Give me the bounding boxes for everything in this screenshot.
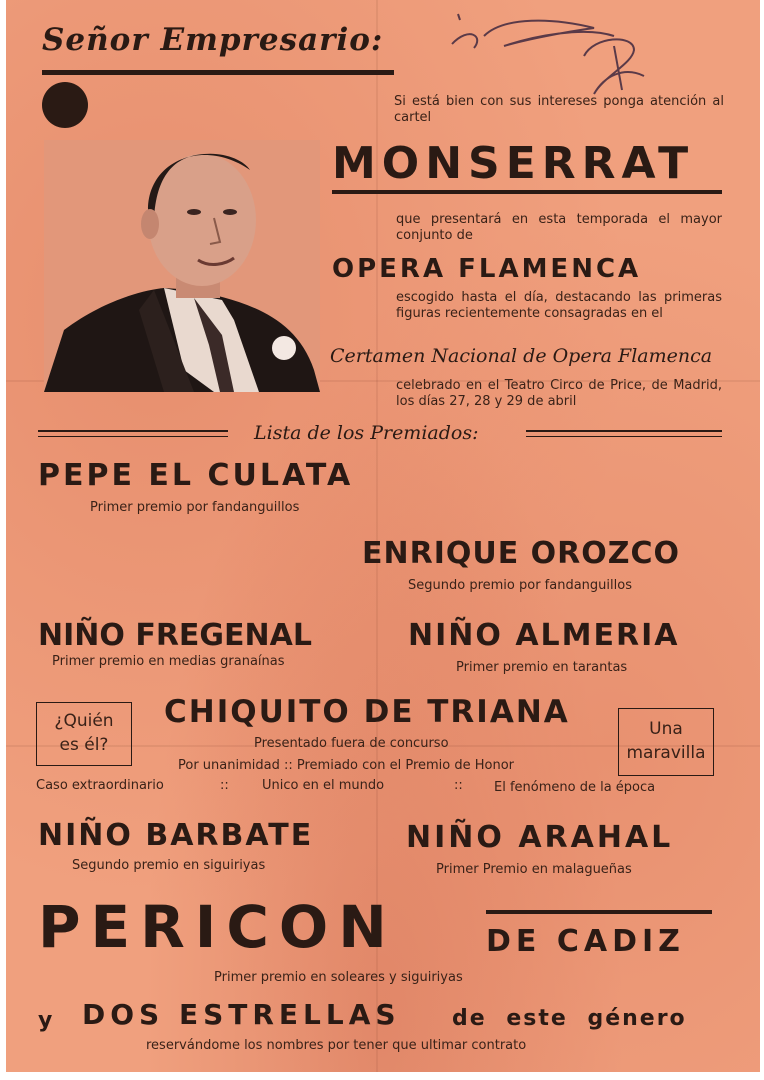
- winner-name: NIÑO FREGENAL: [38, 618, 312, 653]
- winner-name: CHIQUITO DE TRIANA: [164, 694, 570, 730]
- winner-name: NIÑO ARAHAL: [406, 820, 674, 855]
- extra-line-c: El fenómeno de la época: [494, 780, 656, 795]
- chosen-text: escogido hasta el día, destacando las primeras figuras recientemente consagradas en el: [396, 290, 722, 321]
- extra-line-a: Caso extraordinario: [36, 778, 164, 793]
- poster: [6, 0, 760, 1072]
- winner-name: PERICON: [38, 893, 397, 961]
- handwritten-signature: [444, 6, 694, 101]
- cadiz-rule: [486, 910, 712, 914]
- winner-prize: Primer premio en soleares y siguiriyas: [214, 970, 463, 985]
- marvel-line-2: maravilla: [626, 743, 706, 763]
- marvel-box: [618, 708, 714, 776]
- footer-genre: de este género: [452, 1006, 687, 1031]
- intro-text: Si está bien con sus intereses ponga atención al cartel: [394, 94, 724, 125]
- presents-text: que presentará en esta temporada el mayor conjunto de: [396, 212, 722, 243]
- winner-name: NIÑO ALMERIA: [408, 618, 680, 653]
- winner-name: PEPE EL CULATA: [38, 458, 354, 493]
- black-dot-icon: [42, 82, 88, 128]
- winner-prize: Segundo premio en siguiriyas: [72, 858, 266, 873]
- footer-main: DOS ESTRELLAS: [82, 998, 401, 1031]
- impresario-name: MONSERRAT: [332, 138, 695, 189]
- contest-name: Certamen Nacional de Opera Flamenca: [330, 345, 713, 367]
- winner-prize: Segundo premio por fandanguillos: [408, 578, 632, 593]
- portrait-photo: [44, 140, 320, 392]
- footer-y: y: [38, 1008, 53, 1033]
- winner-prize: Primer premio por fandanguillos: [90, 500, 300, 515]
- footer-note: reservándome los nombres por tener que ultimar contrato: [146, 1038, 527, 1053]
- winner-name-2: DE CADIZ: [486, 924, 685, 959]
- list-rule-right-thin: [526, 436, 722, 437]
- question-box: [36, 702, 132, 766]
- winner-prize: Primer Premio en malagueñas: [436, 862, 632, 877]
- list-rule-right: [526, 430, 722, 432]
- question-line-2: es él?: [59, 735, 109, 755]
- question-line-1: ¿Quién: [54, 711, 114, 731]
- extra-sep-2: ::: [454, 778, 463, 793]
- list-rule-left-thin: [38, 436, 228, 437]
- venue-text: celebrado en el Teatro Circo de Price, de Madrid, los días 27, 28 y 29 de abril: [396, 378, 722, 409]
- header-title: Señor Empresario:: [42, 22, 384, 58]
- winner-prize: Primer premio en tarantas: [456, 660, 628, 675]
- winner-prize: Presentado fuera de concurso: [254, 736, 449, 751]
- marvel-line-1: Una: [649, 719, 683, 739]
- list-title: Lista de los Premiados:: [254, 422, 479, 444]
- extra-sep-1: ::: [220, 778, 229, 793]
- header-rule: [42, 70, 394, 75]
- winner-name: ENRIQUE OROZCO: [362, 536, 681, 571]
- honor-line: Por unanimidad :: Premiado con el Premio de Honor: [178, 758, 515, 773]
- name-rule: [332, 190, 722, 194]
- extra-line-b: Unico en el mundo: [262, 778, 385, 793]
- list-rule-left: [38, 430, 228, 432]
- winner-name: NIÑO BARBATE: [38, 818, 314, 853]
- show-title: OPERA FLAMENCA: [332, 254, 642, 284]
- winner-prize: Primer premio en medias granaínas: [52, 654, 285, 669]
